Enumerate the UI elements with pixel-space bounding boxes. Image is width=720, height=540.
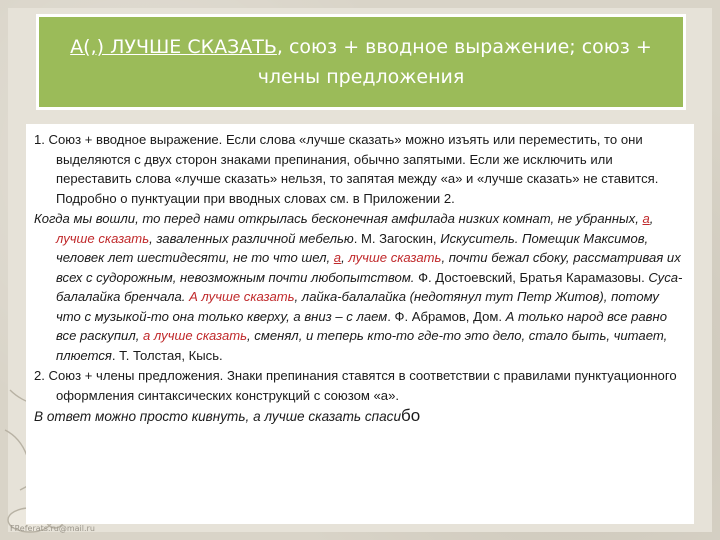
highlight-phrase: А лучше сказать: [189, 289, 295, 304]
example-text: , сменял, и теперь кто-то где-то это дело, стало быть, читает, плюется: [56, 328, 668, 363]
title-rest: , союз + вводное выражение; союз + члены предложения: [257, 36, 652, 88]
example-source: Ф. Достоевский, Братья Карамазовы.: [414, 269, 649, 285]
example-source: . Т. Толстая, Кысь.: [111, 347, 223, 363]
example-text: , почти бежал сбоку, рассматривая их всех с судорожным, невозможным почти любопытством.: [56, 250, 681, 285]
example-text: ,: [341, 250, 349, 265]
highlight-phrase: лучше сказать: [56, 230, 150, 246]
paragraph-rule-2: 2. Союз + члены предложения. Знаки препинания ставятся в соответствии с правилами пунктуационного оформления синтаксических конструкций с союзом «а».: [34, 368, 677, 403]
closing-text: В ответ можно просто кивнуть, а лучше сказать спаси: [34, 409, 402, 424]
example-text: Когда мы вошли, то перед нами открылась бесконечная амфилада низких комнат, не убранных,: [34, 211, 643, 226]
content-panel: [26, 124, 694, 524]
paragraph-examples: [34, 209, 686, 365]
highlight-phrase: лучше сказать: [348, 250, 442, 265]
example-source: . Ф. Абрамов, Дом.: [387, 308, 506, 324]
watermark: FReferats.ru@mail.ru: [10, 524, 95, 533]
example-text: Искуситель. Помещик Максимов, человек лет шестидесяти, не то что шел,: [56, 230, 649, 265]
closing-tail: бо: [401, 406, 421, 425]
paragraph-rule-1: 1. Союз + вводное выражение. Если слова «лучше сказать» можно изъять или переместить, то они выделяются с двух сторон знаками препинания, обычно запятыми. Если же исключить или переставить слова «лучше сказать» нельзя, то запятая между «а» и «лучше сказать» не ставится. Подробно о пунктуации при вводных словах см. в Приложении 2.: [34, 132, 659, 206]
example-text: , лайка-балалайка (недотянул тут Петр Житов), потому что с музыкой-то она только кверху, а вниз – с лаем: [56, 289, 659, 324]
example-text: , заваленных различной мебелью: [149, 230, 354, 246]
highlight-conjunction: а: [333, 250, 342, 265]
example-text: ,: [649, 211, 654, 226]
example-text: Суса-балалайка бренчала.: [56, 269, 683, 304]
highlight-conjunction: а: [642, 211, 650, 226]
slide-title: [36, 14, 686, 110]
closing-line: [34, 406, 686, 427]
example-source: . М. Загоскин,: [353, 230, 441, 246]
title-term: А(,) ЛУЧШЕ СКАЗАТЬ: [70, 36, 277, 58]
example-text: А только народ все равно все раскупил,: [56, 308, 667, 343]
highlight-phrase: а лучше сказать: [143, 328, 248, 343]
